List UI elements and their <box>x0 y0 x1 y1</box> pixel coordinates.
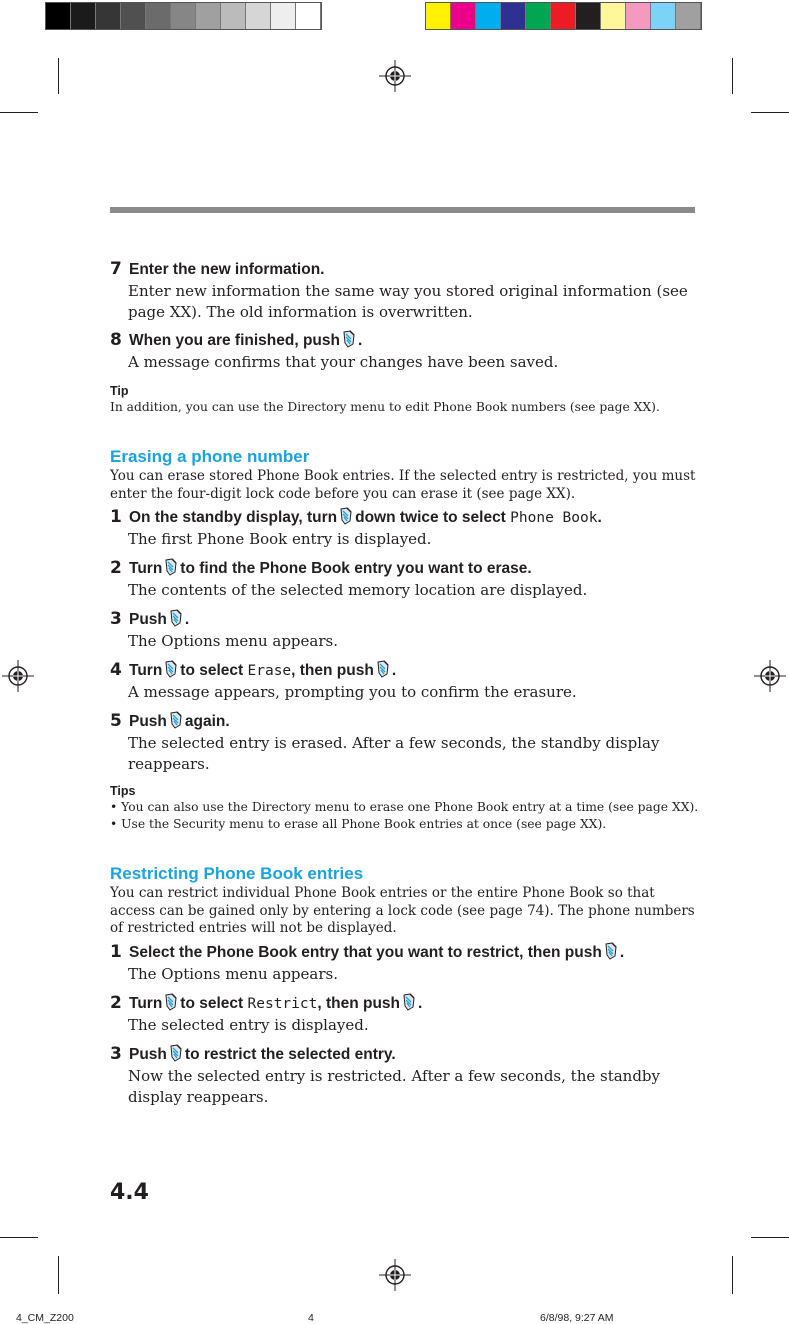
footer-date: 6/8/98, 9:27 AM <box>540 1312 614 1324</box>
color-swatch <box>501 3 526 29</box>
erase-section <box>110 446 700 833</box>
step-title: Push <box>129 611 167 628</box>
jog-dial-icon <box>169 1044 183 1062</box>
step-title: Turn <box>129 994 163 1012</box>
color-swatch <box>451 3 476 29</box>
step-title-cont: to restrict the selected entry. <box>184 1045 396 1063</box>
section-intro: You can erase stored Phone Book entries. If the selected entry is restricted, you must enter the four-digit lock code before you can erase it (see page XX). <box>110 468 696 502</box>
step-title: Enter the new information. <box>129 261 325 278</box>
step-number: 1 <box>110 941 122 962</box>
step-title: Turn <box>129 560 163 577</box>
step-title-end: . <box>358 332 363 349</box>
step-number: 4 <box>110 660 122 680</box>
crop-mark <box>751 112 789 113</box>
gray-swatch <box>71 3 96 29</box>
color-swatch <box>476 3 501 29</box>
section-intro: You can restrict individual Phone Book entries or the entire Phone Book so that access can be gained only by entering a lock code (see page 74). The phone numbers of restricted entries will not be displayed. <box>110 885 695 936</box>
step-number: 7 <box>110 259 122 279</box>
jog-dial-icon <box>604 942 618 960</box>
registration-mark-icon <box>379 60 411 92</box>
gray-swatch <box>271 3 296 29</box>
footer-file: 4_CM_Z200 <box>16 1312 74 1324</box>
step-title-end: . <box>597 509 602 526</box>
step-title: On the standby display, turn <box>129 509 338 526</box>
step-number: 2 <box>110 992 122 1013</box>
gray-swatch <box>246 3 271 29</box>
color-swatch <box>526 3 551 29</box>
gray-swatch <box>221 3 246 29</box>
registration-mark-icon <box>2 660 34 692</box>
step-body: The contents of the selected memory location are displayed. <box>128 581 588 599</box>
restrict-step-2 <box>110 992 700 1036</box>
step-number: 1 <box>110 507 122 527</box>
erase-step-3 <box>110 608 700 652</box>
page-content <box>110 258 700 1108</box>
step-title-cont: down twice to select <box>355 509 506 526</box>
gray-swatch <box>296 3 321 29</box>
jog-dial-icon <box>164 660 178 678</box>
step-body: The selected entry is erased. After a few seconds, the standby display reappears. <box>128 734 660 773</box>
lcd-text: Restrict <box>247 995 318 1012</box>
restrict-step-3 <box>110 1043 700 1108</box>
step-title: Turn <box>129 662 163 679</box>
tips-heading: Tips <box>110 784 136 798</box>
step-body: The Options menu appears. <box>128 964 338 983</box>
step-number: 8 <box>110 330 122 350</box>
tip-item: • Use the Security menu to erase all Phone Book entries at once (see page XX). <box>110 817 607 831</box>
registration-mark-icon <box>754 660 786 692</box>
step-title-cont: to select <box>180 994 244 1012</box>
page-number: 4.4 <box>110 1180 149 1205</box>
jog-dial-icon <box>169 609 183 627</box>
step-title-cont: , then push <box>291 662 374 679</box>
lcd-text: Erase <box>247 663 292 679</box>
crop-mark <box>0 1237 38 1238</box>
crop-mark <box>732 58 733 94</box>
restrict-step-1 <box>110 941 700 985</box>
step-title-end: . <box>184 611 190 628</box>
step-body: A message confirms that your changes have been saved. <box>128 353 559 371</box>
gray-swatch <box>46 3 71 29</box>
step-title-cont: to find the Phone Book entry you want to erase. <box>180 560 532 577</box>
registration-mark-icon <box>379 1259 411 1291</box>
crop-mark <box>0 112 38 113</box>
step-title-cont: , then push <box>317 994 401 1012</box>
jog-dial-icon <box>402 993 416 1011</box>
jog-dial-icon <box>164 558 178 576</box>
color-swatch <box>676 3 701 29</box>
step-number: 3 <box>110 1043 122 1064</box>
gray-swatch <box>146 3 171 29</box>
crop-mark <box>58 58 59 94</box>
color-swatch <box>426 3 451 29</box>
step-body: The Options menu appears. <box>128 632 338 650</box>
section-title: Restricting Phone Book entries <box>110 864 364 883</box>
lcd-text: Phone Book <box>510 510 598 526</box>
step-title-end: again. <box>184 713 230 730</box>
color-swatch <box>551 3 576 29</box>
erase-step-1 <box>110 506 700 550</box>
step-title: When you are finished, push <box>129 332 340 349</box>
erase-step-5 <box>110 710 700 775</box>
step-7 <box>110 258 700 323</box>
color-swatch <box>576 3 601 29</box>
color-swatch <box>626 3 651 29</box>
jog-dial-icon <box>376 660 390 678</box>
step-8 <box>110 329 700 373</box>
step-title-cont: to select <box>180 662 244 679</box>
restrict-section <box>110 863 700 1108</box>
gray-swatch <box>121 3 146 29</box>
process-color-bar <box>425 2 702 30</box>
step-title: Push <box>129 713 167 730</box>
step-title: Select the Phone Book entry that you want to restrict, then push <box>129 943 602 961</box>
header-rule <box>110 207 695 213</box>
step-body: Now the selected entry is restricted. After a few seconds, the standby display reappears. <box>128 1066 661 1106</box>
gray-swatch <box>171 3 196 29</box>
crop-mark <box>58 1256 59 1294</box>
footer-page: 4 <box>308 1312 314 1324</box>
step-title: Push <box>129 1045 167 1063</box>
step-body: Enter new information the same way you stored original information (see page XX). The old information is overwritten. <box>128 282 688 321</box>
step-number: 5 <box>110 711 122 731</box>
tip-heading: Tip <box>110 384 129 398</box>
crop-mark <box>751 1237 789 1238</box>
tip-text: In addition, you can use the Directory menu to edit Phone Book numbers (see page XX). <box>110 400 660 414</box>
step-body: The first Phone Book entry is displayed. <box>128 530 432 548</box>
jog-dial-icon <box>339 507 353 525</box>
color-swatch <box>601 3 626 29</box>
jog-dial-icon <box>164 993 178 1011</box>
step-number: 3 <box>110 609 122 629</box>
step-title-end: . <box>619 943 625 961</box>
tip-item: • You can also use the Directory menu to erase one Phone Book entry at a time (see page XX). <box>110 800 699 814</box>
erase-step-2 <box>110 557 700 601</box>
crop-mark <box>732 1256 733 1294</box>
step-body: A message appears, prompting you to confirm the erasure. <box>128 683 577 701</box>
section-title: Erasing a phone number <box>110 447 310 466</box>
color-swatch <box>651 3 676 29</box>
step-number: 2 <box>110 558 122 578</box>
step-title-end: . <box>391 662 397 679</box>
step-body: The selected entry is displayed. <box>128 1015 369 1034</box>
gray-color-bar <box>45 2 322 30</box>
gray-swatch <box>96 3 121 29</box>
erase-step-4 <box>110 659 700 703</box>
jog-dial-icon <box>169 711 183 729</box>
jog-dial-icon <box>342 330 356 348</box>
step-title-end: . <box>418 994 423 1012</box>
gray-swatch <box>196 3 221 29</box>
